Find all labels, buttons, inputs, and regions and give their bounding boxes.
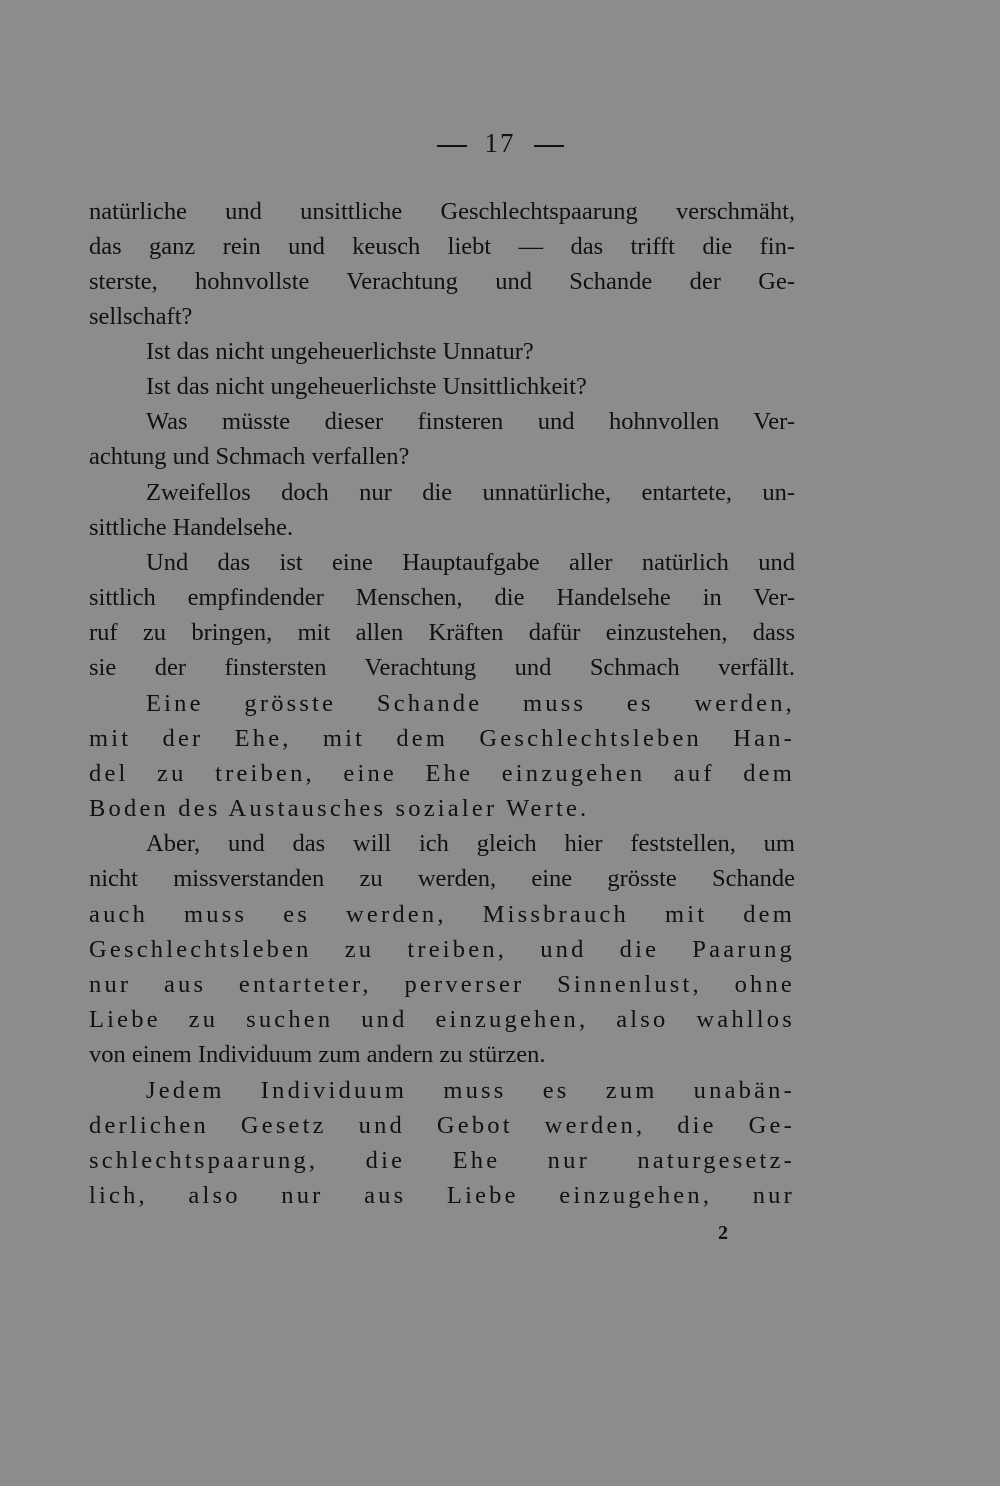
text-line: von einem Individuum zum andern zu stürzen. (89, 1041, 546, 1068)
text-line: Liebe zu suchen und einzugehen, also wahllos (89, 1006, 795, 1033)
text-line: sie der finstersten Verachtung und Schmach verfällt. (89, 654, 795, 681)
text-line: Aber, und das will ich gleich hier feststellen, um (146, 830, 795, 857)
text-line: schlechtspaarung, die Ehe nur naturgesetz- (89, 1147, 795, 1174)
text-line: lich, also nur aus Liebe einzugehen, nur (89, 1182, 795, 1209)
text-line: Ist das nicht ungeheuerlichste Unnatur? (146, 338, 534, 365)
text-line: nur aus entarteter, perverser Sinnenlust, ohne (89, 971, 795, 998)
text-line: sellschaft? (89, 303, 193, 330)
text-line: sterste, hohnvollste Verachtung und Schande der Ge- (89, 268, 795, 295)
text-line: del zu treiben, eine Ehe einzugehen auf dem (89, 760, 795, 787)
text-line: Was müsste dieser finsteren und hohnvollen Ver- (146, 408, 795, 435)
text-line: nicht missverstanden zu werden, eine grösste Schande (89, 865, 795, 892)
text-line: Ist das nicht ungeheuerlichste Unsittlichkeit? (146, 373, 587, 400)
page-header (0, 128, 1000, 159)
text-line: Boden des Austausches sozialer Werte. (89, 795, 590, 822)
header-dash-right (534, 145, 564, 147)
page-number: 17 (484, 128, 516, 158)
text-line: sittlich empfindender Menschen, die Handelsehe in Ver- (89, 584, 795, 611)
text-line: Eine grösste Schande muss es werden, (146, 690, 795, 717)
header-dash-left (437, 145, 467, 147)
text-line: ruf zu bringen, mit allen Kräften dafür einzustehen, dass (89, 619, 795, 646)
text-line: Jedem Individuum muss es zum unabän- (146, 1077, 795, 1104)
text-line: Zweifellos doch nur die unnatürliche, entartete, un- (146, 479, 795, 506)
text-line: auch muss es werden, Missbrauch mit dem (89, 901, 795, 928)
text-line: Und das ist eine Hauptaufgabe aller natürlich und (146, 549, 795, 576)
text-line: derlichen Gesetz und Gebot werden, die Ge- (89, 1112, 795, 1139)
text-line: achtung und Schmach verfallen? (89, 443, 410, 470)
text-line: mit der Ehe, mit dem Geschlechtsleben Han- (89, 725, 795, 752)
text-line: natürliche und unsittliche Geschlechtspaarung verschmäht, (89, 198, 795, 225)
text-line: das ganz rein und keusch liebt — das trifft die fin- (89, 233, 795, 260)
text-line: Geschlechtsleben zu treiben, und die Paarung (89, 936, 795, 963)
signature-mark: 2 (718, 1222, 728, 1244)
text-line: sittliche Handelsehe. (89, 514, 294, 541)
